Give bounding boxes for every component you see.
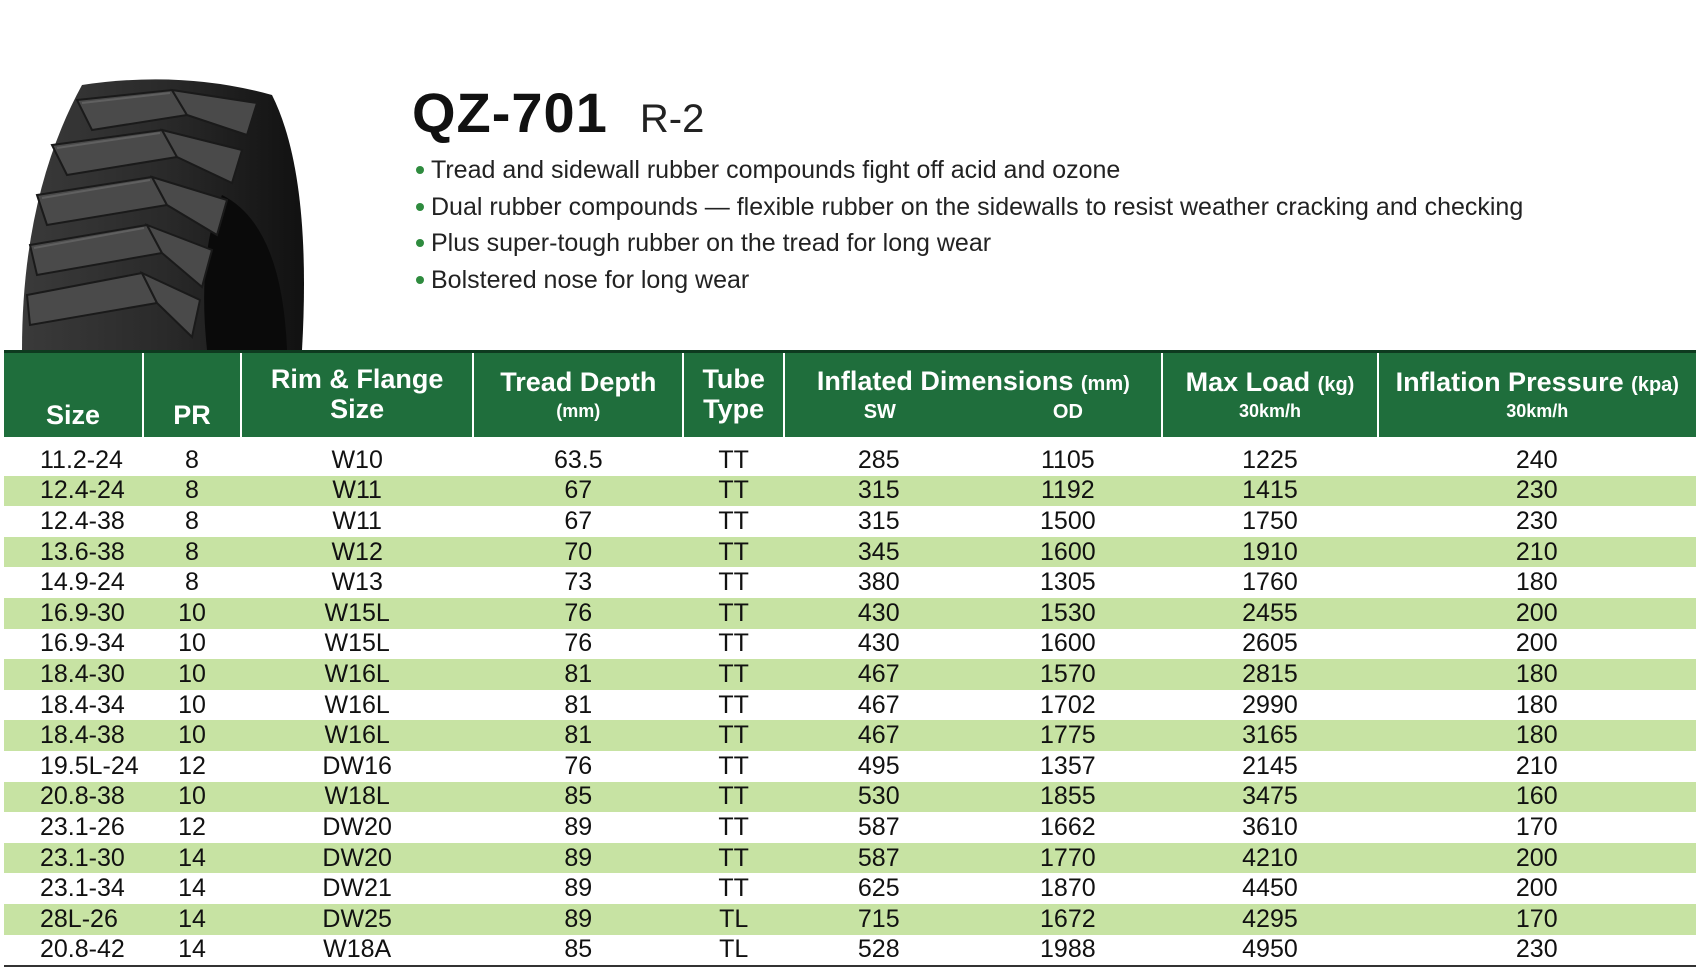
tire-image xyxy=(22,75,322,350)
cell-inflation-pressure: 200 xyxy=(1515,843,1558,872)
cell-pr: 10 xyxy=(178,782,206,811)
cell-od: 1662 xyxy=(1040,812,1096,841)
cell-max-load: 1760 xyxy=(1242,568,1298,597)
cell-tread-depth: 73 xyxy=(564,568,593,597)
cell-rim: W16L xyxy=(324,721,390,750)
cell-sw: 430 xyxy=(857,629,900,658)
cell-pr: 8 xyxy=(185,568,199,597)
cell-tread-depth: 70 xyxy=(564,537,593,566)
cell-size: 13.6-38 xyxy=(40,537,125,566)
cell-size: 20.8-38 xyxy=(40,782,125,811)
cell-pr: 10 xyxy=(178,690,206,719)
cell-size: 18.4-30 xyxy=(40,659,125,688)
cell-sw: 467 xyxy=(857,721,900,750)
bullet-icon xyxy=(416,276,424,284)
product-header xyxy=(412,80,704,145)
cell-inflation-pressure: 210 xyxy=(1515,537,1558,566)
cell-od: 1702 xyxy=(1040,690,1096,719)
table-row xyxy=(4,873,1696,904)
cell-tread-depth: 89 xyxy=(564,843,593,872)
cell-max-load: 2455 xyxy=(1242,598,1298,627)
cell-max-load: 1225 xyxy=(1242,445,1298,474)
cell-tube-type: TT xyxy=(718,445,749,474)
cell-sw: 345 xyxy=(857,537,900,566)
cell-sw: 467 xyxy=(857,659,900,688)
header-tube-type: Tube Type xyxy=(683,352,784,438)
product-model: QZ-701 xyxy=(412,81,608,144)
cell-od: 1570 xyxy=(1040,659,1096,688)
cell-tube-type: TT xyxy=(718,629,749,658)
cell-size: 18.4-34 xyxy=(40,690,125,719)
bullet-icon xyxy=(416,166,424,174)
cell-size: 16.9-30 xyxy=(40,598,125,627)
cell-od: 1672 xyxy=(1040,904,1096,933)
cell-max-load: 4295 xyxy=(1242,904,1298,933)
cell-sw: 587 xyxy=(857,843,900,872)
cell-tube-type: TT xyxy=(718,476,749,505)
cell-sw: 315 xyxy=(857,476,900,505)
cell-sw: 625 xyxy=(857,874,900,903)
cell-rim: W16L xyxy=(324,690,390,719)
table-row xyxy=(4,843,1696,874)
cell-pr: 10 xyxy=(178,721,206,750)
cell-sw: 528 xyxy=(784,935,973,967)
cell-od: 1855 xyxy=(1040,782,1096,811)
cell-size: 23.1-26 xyxy=(40,812,125,841)
cell-pr: 14 xyxy=(143,935,241,967)
cell-tube-type: TT xyxy=(718,874,749,903)
header-pr: PR xyxy=(143,352,241,438)
cell-max-load: 4450 xyxy=(1242,874,1298,903)
cell-tube-type: TT xyxy=(718,506,749,535)
cell-size: 19.5L-24 xyxy=(40,751,139,780)
cell-sw: 430 xyxy=(857,598,900,627)
cell-tread-depth: 81 xyxy=(564,659,593,688)
cell-tread-depth: 67 xyxy=(564,476,593,505)
cell-tube-type: TT xyxy=(718,751,749,780)
table-row xyxy=(4,751,1696,782)
cell-inflation-pressure: 180 xyxy=(1515,659,1558,688)
cell-size: 23.1-30 xyxy=(40,843,125,872)
cell-pr: 14 xyxy=(178,843,206,872)
feature-text: Tread and sidewall rubber compounds fight off acid and ozone xyxy=(431,156,1121,184)
cell-tube-type: TL xyxy=(683,935,784,967)
table-header-row xyxy=(4,352,1696,438)
cell-rim: W10 xyxy=(331,445,383,474)
cell-tread-depth: 85 xyxy=(473,935,683,967)
cell-max-load: 3165 xyxy=(1242,721,1298,750)
cell-max-load: 1415 xyxy=(1242,476,1298,505)
cell-tube-type: TT xyxy=(718,659,749,688)
table-row xyxy=(4,476,1696,507)
cell-od: 1530 xyxy=(1040,598,1096,627)
cell-tread-depth: 63.5 xyxy=(553,445,603,474)
cell-max-load: 4210 xyxy=(1242,843,1298,872)
cell-tube-type: TT xyxy=(718,812,749,841)
cell-pr: 8 xyxy=(185,506,199,535)
cell-pr: 10 xyxy=(178,659,206,688)
cell-od: 1600 xyxy=(1040,629,1096,658)
cell-od: 1988 xyxy=(973,935,1162,967)
cell-rim: W16L xyxy=(324,659,390,688)
cell-size: 18.4-38 xyxy=(40,721,125,750)
table-row xyxy=(4,720,1696,751)
cell-inflation-pressure: 240 xyxy=(1515,445,1558,474)
feature-text: Dual rubber compounds — flexible rubber on the sidewalls to resist weather cracking and checking xyxy=(431,192,1524,221)
spec-table xyxy=(4,350,1696,967)
cell-od: 1305 xyxy=(1040,568,1096,597)
cell-rim: W18L xyxy=(324,782,390,811)
feature-item xyxy=(416,262,1523,299)
cell-sw: 285 xyxy=(857,445,900,474)
header-inflated-dimensions: Inflated Dimensions (mm) SW OD xyxy=(784,352,1162,438)
cell-sw: 495 xyxy=(857,751,900,780)
feature-item xyxy=(416,152,1523,189)
cell-rim: DW25 xyxy=(322,904,392,933)
header-rim-flange: Rim & Flange Size xyxy=(241,352,474,438)
cell-size: 14.9-24 xyxy=(40,568,125,597)
table-row xyxy=(4,782,1696,813)
table-row xyxy=(4,506,1696,537)
cell-tread-depth: 81 xyxy=(564,690,593,719)
cell-inflation-pressure: 180 xyxy=(1515,721,1558,750)
cell-sw: 587 xyxy=(857,812,900,841)
cell-pr: 14 xyxy=(178,874,206,903)
cell-size: 12.4-24 xyxy=(40,476,125,505)
table-row xyxy=(4,935,1696,967)
table-row xyxy=(4,812,1696,843)
cell-tube-type: TL xyxy=(719,904,749,933)
header-sw: SW xyxy=(863,400,896,423)
cell-rim: W11 xyxy=(332,476,382,505)
cell-sw: 467 xyxy=(857,690,900,719)
cell-inflation-pressure: 230 xyxy=(1515,476,1558,505)
table-row xyxy=(4,437,1696,476)
cell-pr: 8 xyxy=(185,445,199,474)
cell-rim: W15L xyxy=(324,629,390,658)
cell-max-load: 2990 xyxy=(1242,690,1298,719)
feature-list xyxy=(416,152,1523,298)
cell-tread-depth: 76 xyxy=(564,598,593,627)
cell-inflation-pressure: 200 xyxy=(1515,629,1558,658)
header-inflation-pressure: Inflation Pressure (kpa) 30km/h xyxy=(1378,352,1696,438)
cell-od: 1357 xyxy=(1040,751,1096,780)
spec-table-body xyxy=(4,437,1696,966)
cell-sw: 530 xyxy=(857,782,900,811)
cell-inflation-pressure: 200 xyxy=(1515,598,1558,627)
table-row xyxy=(4,598,1696,629)
product-pattern: R-2 xyxy=(639,97,705,141)
cell-inflation-pressure: 230 xyxy=(1515,506,1558,535)
cell-od: 1500 xyxy=(1040,506,1096,535)
table-row xyxy=(4,904,1696,935)
cell-tube-type: TT xyxy=(718,568,749,597)
cell-tread-depth: 67 xyxy=(564,506,593,535)
cell-rim: W13 xyxy=(331,568,383,597)
cell-tube-type: TT xyxy=(718,690,749,719)
bullet-icon xyxy=(416,239,424,247)
cell-size: 16.9-34 xyxy=(40,629,125,658)
cell-tread-depth: 85 xyxy=(564,782,593,811)
cell-od: 1105 xyxy=(1040,445,1095,474)
cell-max-load: 3475 xyxy=(1242,782,1298,811)
cell-od: 1775 xyxy=(1040,721,1096,750)
cell-rim: W15L xyxy=(324,598,390,627)
cell-tread-depth: 76 xyxy=(564,629,593,658)
table-row xyxy=(4,567,1696,598)
table-row xyxy=(4,659,1696,690)
cell-od: 1600 xyxy=(1040,537,1096,566)
cell-size: 11.2-24 xyxy=(40,445,123,474)
cell-od: 1192 xyxy=(1040,476,1095,505)
cell-sw: 315 xyxy=(857,506,900,535)
cell-tube-type: TT xyxy=(718,721,749,750)
cell-pr: 12 xyxy=(178,812,206,841)
cell-pr: 14 xyxy=(178,904,206,933)
header-size: Size xyxy=(4,352,143,438)
cell-inflation-pressure: 180 xyxy=(1515,690,1558,719)
cell-tread-depth: 89 xyxy=(564,874,593,903)
cell-inflation-pressure: 180 xyxy=(1515,568,1558,597)
table-row xyxy=(4,690,1696,721)
cell-inflation-pressure: 200 xyxy=(1515,874,1558,903)
cell-max-load: 1750 xyxy=(1242,506,1298,535)
cell-rim: W12 xyxy=(331,537,383,566)
cell-inflation-pressure: 230 xyxy=(1378,935,1696,967)
header-max-load: Max Load (kg) 30km/h xyxy=(1162,352,1377,438)
cell-size: 12.4-38 xyxy=(40,506,125,535)
feature-item xyxy=(416,189,1523,226)
cell-tube-type: TT xyxy=(718,537,749,566)
bullet-icon xyxy=(416,203,424,211)
cell-pr: 8 xyxy=(185,476,199,505)
cell-inflation-pressure: 170 xyxy=(1515,904,1558,933)
cell-max-load: 2815 xyxy=(1242,659,1298,688)
feature-text: Bolstered nose for long wear xyxy=(431,265,750,294)
cell-tread-depth: 89 xyxy=(564,904,593,933)
cell-inflation-pressure: 160 xyxy=(1515,782,1558,811)
cell-max-load: 2605 xyxy=(1242,629,1298,658)
cell-inflation-pressure: 210 xyxy=(1515,751,1558,780)
cell-rim: DW20 xyxy=(322,812,392,841)
cell-size: 20.8-42 xyxy=(4,935,143,967)
cell-tube-type: TT xyxy=(718,843,749,872)
cell-tube-type: TT xyxy=(718,598,749,627)
cell-sw: 380 xyxy=(857,568,900,597)
cell-size: 28L-26 xyxy=(40,904,118,933)
cell-max-load: 4950 xyxy=(1162,935,1377,967)
cell-tread-depth: 81 xyxy=(564,721,593,750)
cell-od: 1870 xyxy=(1040,874,1096,903)
cell-tread-depth: 89 xyxy=(564,812,593,841)
cell-od: 1770 xyxy=(1040,843,1096,872)
cell-size: 23.1-34 xyxy=(40,874,125,903)
feature-item xyxy=(416,225,1523,262)
header-tread-depth: Tread Depth (mm) xyxy=(473,352,683,438)
header-od: OD xyxy=(1052,400,1083,423)
cell-max-load: 1910 xyxy=(1242,537,1298,566)
cell-pr: 12 xyxy=(178,751,206,780)
table-row xyxy=(4,537,1696,568)
feature-text: Plus super-tough rubber on the tread for long wear xyxy=(431,229,992,257)
cell-rim: W18A xyxy=(241,935,474,967)
cell-pr: 10 xyxy=(178,629,206,658)
cell-rim: DW16 xyxy=(322,751,392,780)
cell-sw: 715 xyxy=(857,904,900,933)
cell-rim: DW20 xyxy=(322,843,392,872)
cell-rim: DW21 xyxy=(322,874,392,903)
cell-pr: 8 xyxy=(185,537,199,566)
cell-tread-depth: 76 xyxy=(564,751,593,780)
cell-tube-type: TT xyxy=(718,782,749,811)
cell-rim: W11 xyxy=(332,506,382,535)
cell-pr: 10 xyxy=(178,598,206,627)
table-row xyxy=(4,629,1696,660)
cell-inflation-pressure: 170 xyxy=(1515,812,1558,841)
cell-max-load: 3610 xyxy=(1242,812,1298,841)
cell-max-load: 2145 xyxy=(1242,751,1298,780)
